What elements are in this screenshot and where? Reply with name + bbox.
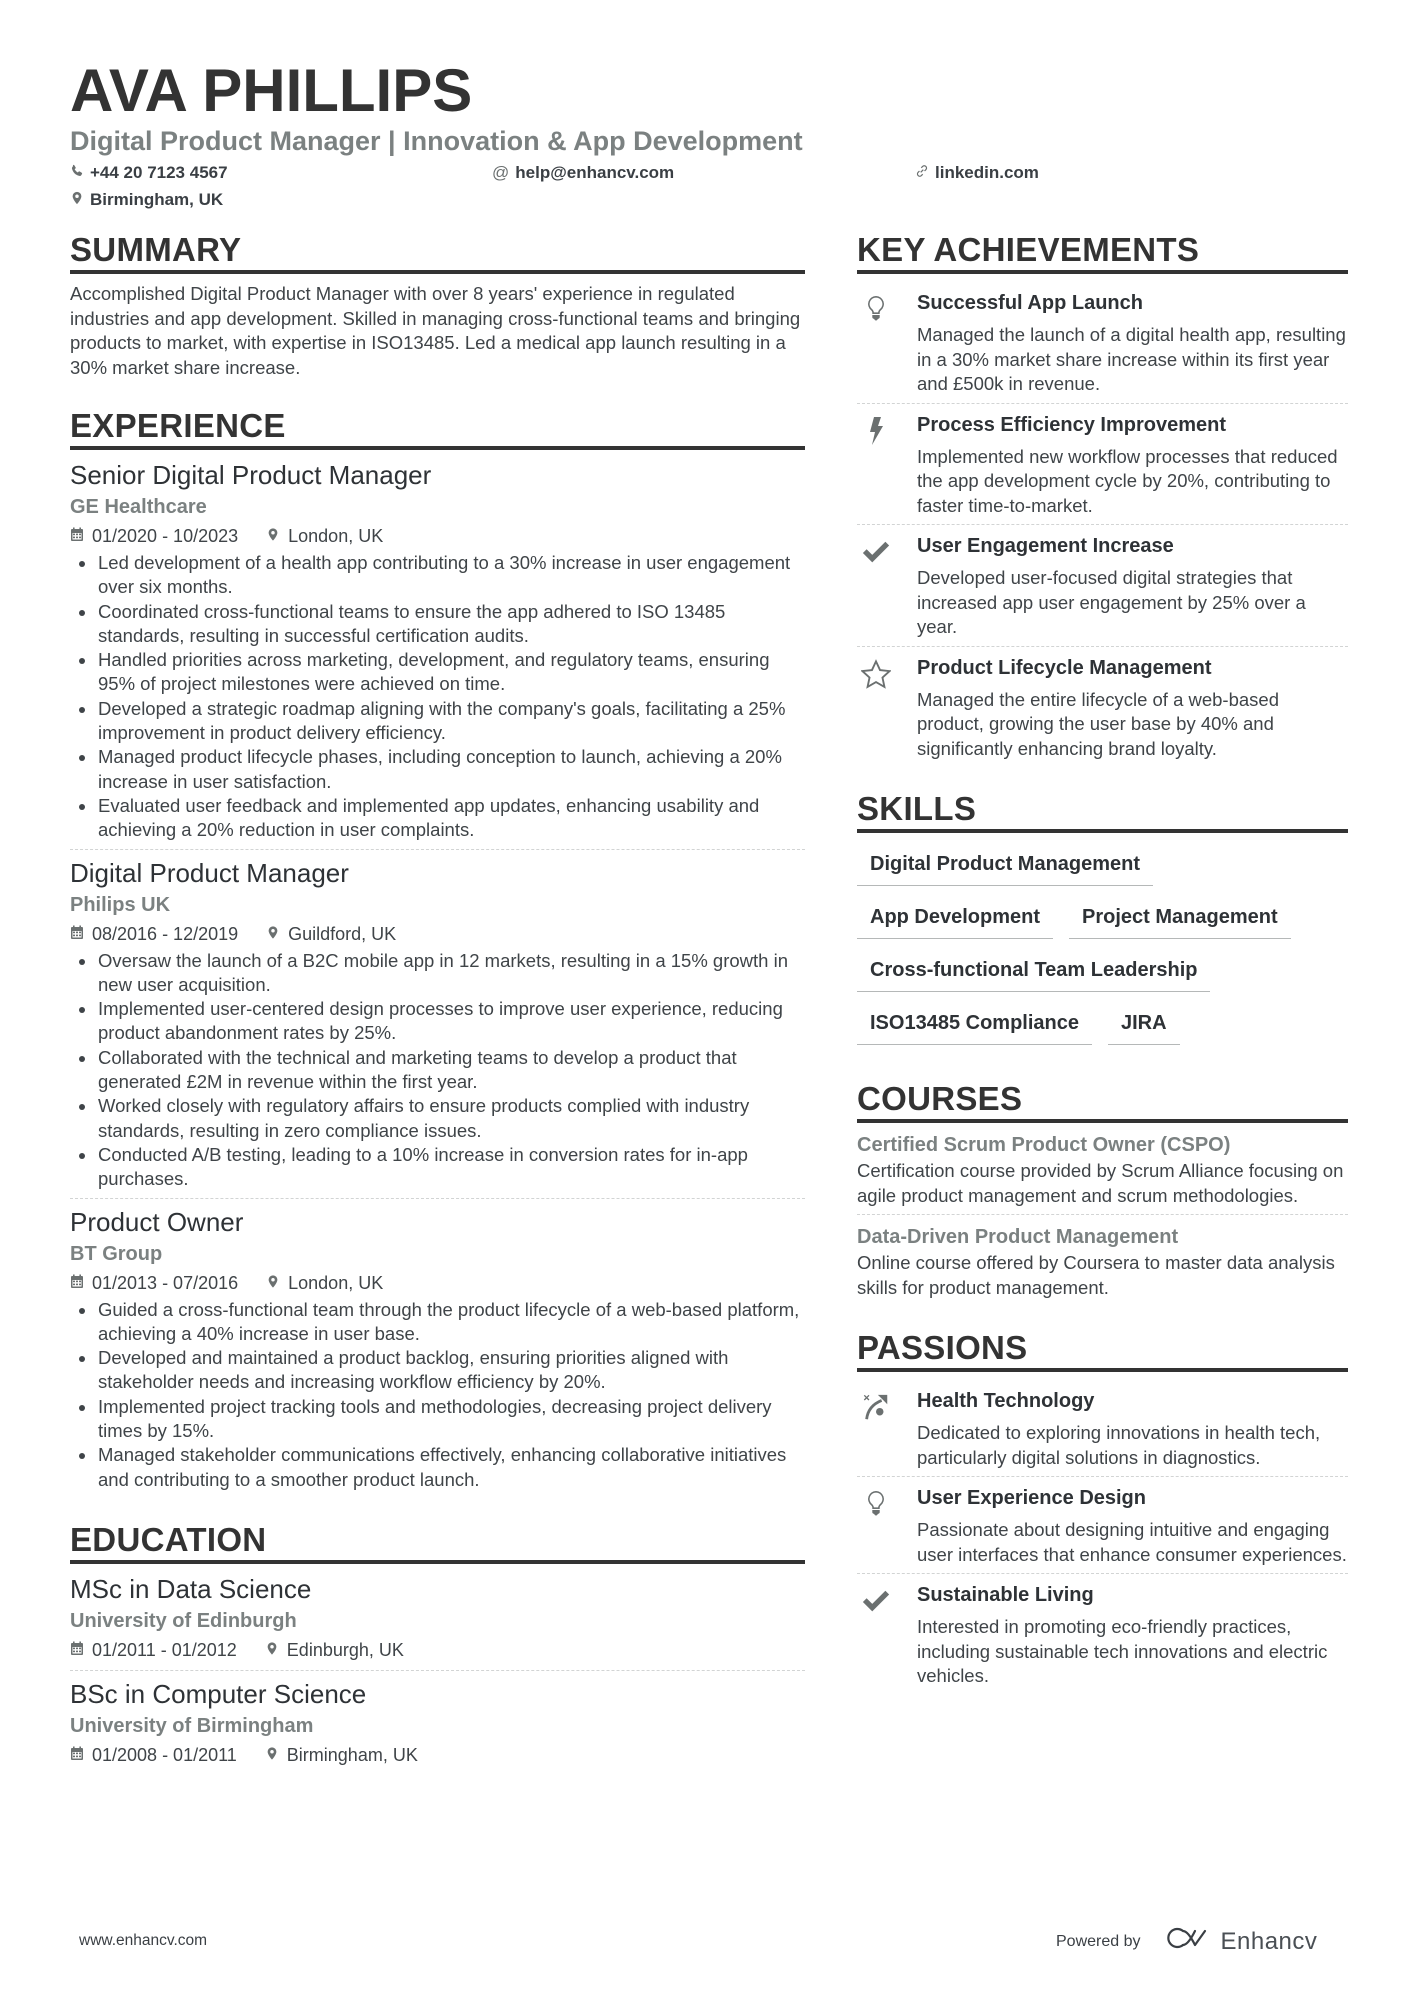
star-outline-icon (857, 655, 917, 762)
passion-item (857, 1380, 1348, 1477)
job-location: Guildford, UK (288, 923, 397, 944)
section-title-passions: PASSIONS (857, 1328, 1348, 1372)
bullet-item: Implemented project tracking tools and methodologies, decreasing project delivery times by 15%. (70, 1395, 805, 1444)
resume-header (70, 56, 1350, 220)
summary-text: Accomplished Digital Product Manager with over 8 years' experience in regulated industries and app development. Skilled in managing cross-functional teams and bringing products to market, with expertise in ISO13485. Led a medical app launch resulting in a 30% market share increase. (70, 283, 801, 378)
job-dates: 01/2020 - 10/2023 (92, 526, 239, 546)
section-title-experience: EXPERIENCE (70, 406, 805, 450)
job-bullets (70, 551, 805, 843)
school-name: University of Birmingham (70, 1714, 314, 1737)
location-pin-icon (266, 1269, 280, 1297)
bullet-item: Evaluated user feedback and implemented app updates, enhancing usability and achieving a 20% reduction in user complaints. (70, 794, 805, 843)
passion-item (857, 1574, 1348, 1695)
course-title: Certified Scrum Product Owner (CSPO) (857, 1134, 1231, 1156)
achievement-title: Process Efficiency Improvement (917, 413, 1227, 436)
contact-phone (70, 160, 228, 186)
achievement-title: User Engagement Increase (917, 535, 1174, 557)
section-title-key-achievements: KEY ACHIEVEMENTS (857, 230, 1348, 274)
enhancv-logo-icon (1163, 1925, 1211, 1958)
enhancv-logo[interactable] (1163, 1925, 1318, 1958)
candidate-headline: Digital Product Manager | Innovation & App Development (70, 126, 803, 156)
passion-description: Interested in promoting eco-friendly practices, including sustainable tech innovations and electric vehicles. (917, 1616, 1328, 1686)
link-icon (915, 160, 929, 186)
company-name: BT Group (70, 1242, 163, 1265)
bullet-item: Conducted A/B testing, leading to a 10% increase in conversion rates for in-app purchases. (70, 1143, 805, 1192)
achievement-description: Developed user-focused digital strategies that increased app user engagement by 25% over a year. (917, 567, 1306, 637)
location-pin-icon (265, 1741, 279, 1769)
contact-linkedin[interactable] (915, 160, 1039, 186)
degree-title: BSc in Computer Science (70, 1678, 367, 1709)
skill-tag: Cross-functional Team Leadership (857, 953, 1210, 992)
section-title-education: EDUCATION (70, 1520, 805, 1564)
education-section (70, 1520, 805, 1775)
education-dates: 01/2008 - 01/2011 (92, 1744, 237, 1765)
left-column (70, 230, 805, 1797)
location-text: Birmingham, UK (90, 190, 224, 209)
key-achievements-section (857, 230, 1348, 767)
passion-item (857, 1477, 1348, 1574)
course-item (857, 1131, 1348, 1215)
job-entry (70, 458, 805, 850)
education-entry (70, 1677, 805, 1775)
education-meta (70, 1741, 805, 1769)
degree-title: MSc in Data Science (70, 1573, 312, 1604)
location-pin-icon (265, 1636, 279, 1664)
job-location: London, UK (288, 526, 384, 546)
lightning-bolt-icon (857, 412, 917, 519)
achievement-title: Product Lifecycle Management (917, 656, 1212, 679)
lightbulb-icon (857, 290, 917, 397)
course-description: Online course offered by Coursera to master data analysis skills for product management. (857, 1252, 1335, 1298)
bullet-item: Developed and maintained a product backlog, ensuring priorities aligned with stakeholder needs and increasing workflow efficiency by 20%. (70, 1346, 805, 1395)
checkmark-icon (857, 1582, 917, 1689)
passion-title: User Experience Design (917, 1487, 1146, 1509)
skill-tag: ISO13485 Compliance (857, 1006, 1092, 1045)
achievement-title: Successful App Launch (917, 292, 1143, 314)
job-title: Product Owner (70, 1206, 244, 1237)
education-dates: 01/2011 - 01/2012 (92, 1639, 237, 1660)
bullet-item: Oversaw the launch of a B2C mobile app in 12 markets, resulting in a 15% growth in new user acquisition. (70, 949, 805, 998)
right-column (857, 230, 1348, 1717)
job-bullets (70, 1298, 805, 1492)
job-meta (70, 522, 805, 550)
section-title-courses: COURSES (857, 1079, 1348, 1123)
achievement-description: Managed the entire lifecycle of a web-based product, growing the user base by 40% and significantly enhancing brand loyalty. (917, 688, 1279, 759)
enhancv-brand-text: Enhancv (1220, 1927, 1318, 1955)
bullet-item: Worked closely with regulatory affairs to ensure products complied with industry standards, resulting in zero compliance issues. (70, 1094, 805, 1143)
achievement-item (857, 647, 1348, 768)
skills-list (857, 841, 1348, 1059)
calendar-icon (70, 1269, 84, 1297)
job-meta (70, 920, 805, 948)
passion-description: Passionate about designing intuitive and engaging user interfaces that enhance consumer experiences. (917, 1519, 1347, 1565)
job-location: London, UK (288, 1272, 384, 1293)
passion-title: Sustainable Living (917, 1584, 1094, 1606)
school-name: University of Edinburgh (70, 1609, 297, 1632)
bullet-item: Developed a strategic roadmap aligning with the company's goals, facilitating a 25% improvement in product delivery efficiency. (70, 697, 805, 746)
education-meta (70, 1636, 805, 1664)
powered-by-label: Powered by (1056, 1932, 1141, 1950)
education-location: Edinburgh, UK (286, 1639, 404, 1660)
calendar-icon (70, 1636, 84, 1664)
contact-info (70, 160, 1350, 220)
bullet-item: Implemented user-centered design processes to improve user experience, reducing product abandonment rates by 25%. (70, 997, 805, 1046)
education-entry (70, 1572, 805, 1671)
job-entry (70, 856, 805, 1199)
footer-website-link[interactable]: www.enhancv.com (79, 1932, 208, 1949)
bullet-item: Collaborated with the technical and marketing teams to develop a product that generated £2M in revenue within the first year. (70, 1046, 805, 1095)
achievement-item (857, 525, 1348, 647)
company-name: Philips UK (70, 893, 171, 916)
lightbulb-icon (857, 1485, 917, 1567)
calendar-icon (70, 1741, 84, 1769)
skill-tag: App Development (857, 900, 1053, 939)
job-entry (70, 1205, 805, 1498)
achievement-item (857, 282, 1348, 404)
experience-section (70, 406, 805, 1498)
checkmark-icon (857, 533, 917, 640)
courses-section (857, 1079, 1348, 1306)
bullet-item: Guided a cross-functional team through the product lifecycle of a web-based platform, achieving a 40% increase in user base. (70, 1298, 805, 1347)
linkedin-link[interactable]: linkedin.com (935, 163, 1039, 182)
bullet-item: Coordinated cross-functional teams to ensure the app adhered to ISO 13485 standards, resulting in successful certification audits. (70, 600, 805, 649)
contact-location (70, 187, 223, 213)
email-link[interactable]: help@enhancv.com (515, 163, 675, 182)
calendar-icon (70, 522, 84, 550)
course-item (857, 1223, 1348, 1306)
calendar-icon (70, 920, 84, 948)
company-name: GE Healthcare (70, 496, 207, 518)
section-title-skills: SKILLS (857, 789, 1348, 833)
at-sign-icon: @ (492, 163, 510, 182)
job-dates: 01/2013 - 07/2016 (92, 1272, 239, 1293)
summary-section (70, 230, 805, 380)
strategy-arrow-icon (857, 1388, 917, 1470)
course-description: Certification course provided by Scrum Alliance focusing on agile product management and scrum methodologies. (857, 1160, 1344, 1206)
job-title: Senior Digital Product Manager (70, 460, 432, 490)
job-title: Digital Product Manager (70, 857, 349, 888)
contact-email[interactable] (492, 160, 674, 186)
bullet-item: Led development of a health app contributing to a 30% increase in user engagement over six months. (70, 551, 805, 600)
job-dates: 08/2016 - 12/2019 (92, 923, 239, 944)
phone-icon (70, 160, 84, 186)
skills-section (857, 789, 1348, 1059)
passion-title: Health Technology (917, 1390, 1095, 1412)
location-pin-icon (266, 522, 280, 550)
course-title: Data-Driven Product Management (857, 1226, 1179, 1248)
achievement-item (857, 404, 1348, 526)
footer-branding (1056, 1925, 1317, 1958)
job-meta (70, 1269, 805, 1297)
candidate-name: AVA PHILLIPS (70, 57, 473, 124)
education-location: Birmingham, UK (286, 1744, 418, 1765)
skill-tag: Project Management (1069, 900, 1291, 939)
location-pin-icon (70, 187, 84, 213)
bullet-item: Handled priorities across marketing, development, and regulatory teams, ensuring 95% of project milestones were achieved on time. (70, 648, 805, 697)
job-bullets (70, 949, 805, 1192)
bullet-item: Managed product lifecycle phases, including conception to launch, achieving a 20% increase in user satisfaction. (70, 745, 805, 794)
section-title-summary: SUMMARY (70, 230, 805, 274)
passions-section (857, 1328, 1348, 1695)
skill-tag: JIRA (1108, 1006, 1180, 1045)
achievement-description: Managed the launch of a digital health app, resulting in a 30% market share increase within its first year and £500k in revenue. (917, 324, 1346, 394)
skill-tag: Digital Product Management (857, 847, 1153, 886)
phone-number: +44 20 7123 4567 (90, 163, 228, 182)
achievement-description: Implemented new workflow processes that reduced the app development cycle by 20%, contributing to faster time-to-market. (917, 445, 1338, 516)
location-pin-icon (266, 920, 280, 948)
bullet-item: Managed stakeholder communications effectively, enhancing collaborative initiatives and contributing to a smoother product launch. (70, 1443, 805, 1492)
passion-description: Dedicated to exploring innovations in health tech, particularly digital solutions in diagnostics. (917, 1422, 1321, 1468)
